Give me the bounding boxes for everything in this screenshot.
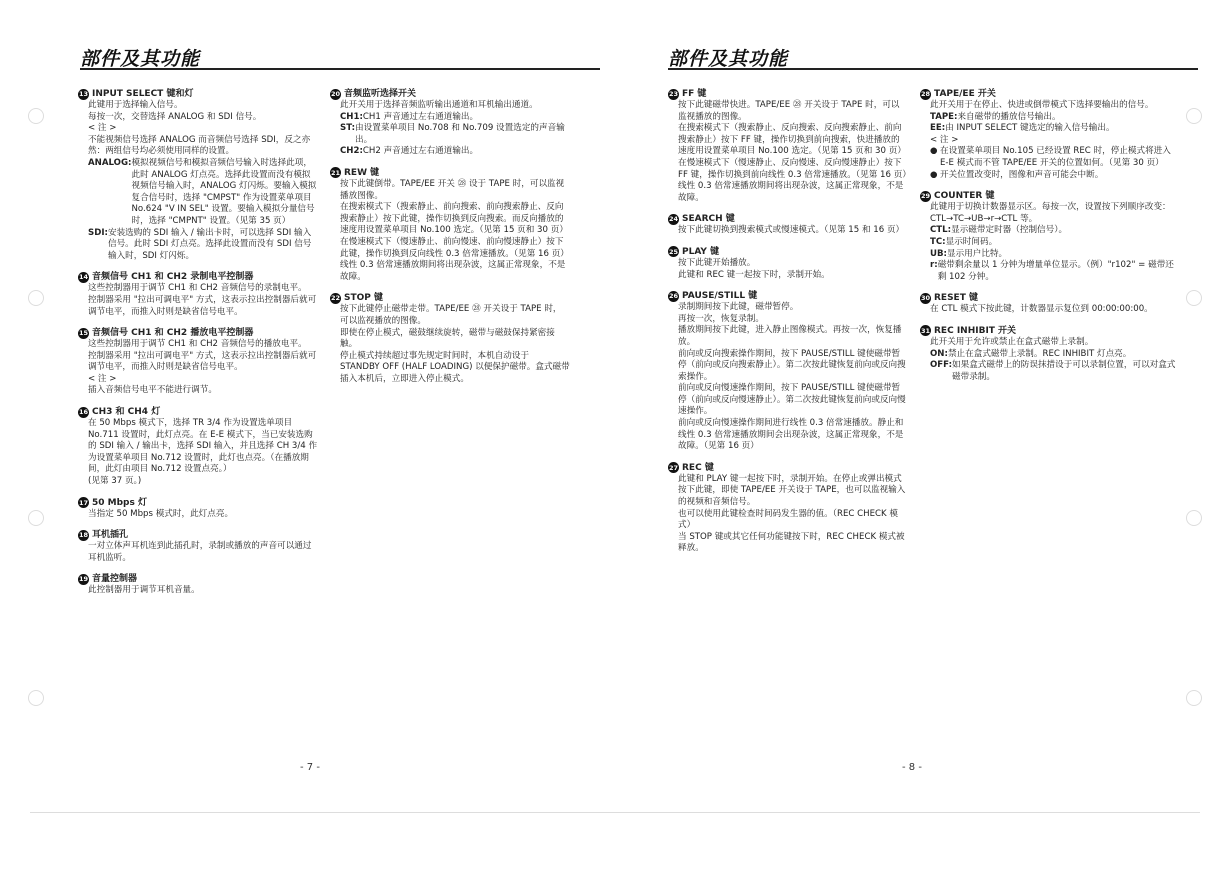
paragraph: 此键用于选择输入信号。 xyxy=(88,100,183,110)
section-heading xyxy=(920,292,1182,304)
item-number-badge: 20 xyxy=(330,90,341,98)
section-title: 50 Mbps 灯 xyxy=(92,497,147,508)
definition-term: ST: xyxy=(340,123,356,134)
section-heading xyxy=(78,271,318,283)
section-heading xyxy=(920,190,1182,202)
section xyxy=(78,406,318,488)
definition-term: EE: xyxy=(930,123,946,134)
section xyxy=(78,573,318,597)
definition-row xyxy=(930,237,1182,249)
paragraph: 在搜索模式下（搜索静止、反向搜索、反向搜索静止、前向搜索静止）按下 FF 键，操作切换到前向搜索，快进播放的速度用设置菜单项目 No.100 选定。（见第 15 页和 30 页） xyxy=(678,123,906,157)
right-column-1 xyxy=(668,88,911,564)
section-heading xyxy=(668,290,908,302)
paragraph: 此开关用于在停止、快进或倒带模式下选择要输出的信号。 xyxy=(930,100,1154,110)
paragraph: 控制器采用 "拉出可调电平" 方式，这表示拉出控制器后就可调节电平，而推入时则是缺省信号电平。 xyxy=(88,294,317,317)
definition-term: r: xyxy=(930,260,938,271)
definition-row xyxy=(930,349,1182,361)
definition-term: CTL: xyxy=(930,225,952,236)
item-number-badge: 17 xyxy=(78,498,89,507)
item-number-badge: 30 xyxy=(920,294,931,303)
section-title: FF 键 xyxy=(682,89,707,99)
definition-term: CH1: xyxy=(340,111,363,122)
binder-hole xyxy=(1186,690,1202,706)
definition-row xyxy=(930,123,1182,135)
section xyxy=(668,290,908,453)
definition-text: 如果盒式磁带上的防误抹措设于可以录制位置，可以对盒式磁带录制。 xyxy=(952,360,1176,382)
binder-hole xyxy=(1186,290,1202,306)
section-heading xyxy=(920,88,1182,100)
section-title: REW 键 xyxy=(344,167,380,178)
definition-text: 禁止在盒式磁带上录制。REC INHIBIT 灯点亮。 xyxy=(947,348,1132,359)
item-number-badge: 26 xyxy=(668,292,679,301)
definition-text: 显示磁带定时器（控制信号）。 xyxy=(951,225,1068,236)
paragraph: 在 CTL 模式下按此键，计数器显示复位到 00:00:00:00。 xyxy=(930,304,1153,315)
section-heading xyxy=(668,246,908,258)
definition-row xyxy=(340,146,570,158)
page-title: 部件及其功能 xyxy=(668,48,789,70)
definition-text: CH1 声音通过左右通道输出。 xyxy=(362,111,479,122)
right-page xyxy=(614,0,1228,869)
definition-text: 由设置菜单项目 No.708 和 No.709 设置选定的声音输出。 xyxy=(355,123,565,145)
section-heading xyxy=(78,327,318,339)
section xyxy=(330,167,570,283)
section xyxy=(920,190,1182,283)
paragraph: 再按一次，恢复录制。 xyxy=(678,313,764,324)
paragraph: 按下此键停止磁带走带。TAPE/EE ㉘ 开关设于 TAPE 时，可以监视播放的图像。 xyxy=(340,304,562,326)
item-number-badge: 22 xyxy=(330,294,341,303)
section-title: 音频监听选择开关 xyxy=(344,89,417,99)
paragraph: 录制期间按下此键，磁带暂停。 xyxy=(678,302,799,313)
section-title: RESET 键 xyxy=(934,293,978,304)
paragraph: 前向或反向慢速操作期间进行线性 0.3 倍常速播放。静止和线性 0.3 倍常速播放期间会出现杂波，这属正常现象，不是故障。（见第 16 页） xyxy=(678,418,904,452)
definition-text: CH2 声音通过左右通道输出。 xyxy=(362,146,479,157)
paragraph: 按下此键切换到搜索模式或慢速模式。（见第 15 和 16 页） xyxy=(678,225,905,236)
paragraph: 此键和 PLAY 键一起按下时，录制开始。在停止或弹出模式按下此键，即使 TAPE/EE 开关设于 TAPE，也可以监视输入的视频和音频信号。 xyxy=(678,473,906,508)
item-number-badge: 25 xyxy=(668,247,679,256)
paragraph: 此键和 REC 键一起按下时，录制开始。 xyxy=(678,269,830,280)
paragraph: 一对立体声耳机连到此插孔时，录制或播放的声音可以通过耳机监听。 xyxy=(88,541,312,563)
left-column-2 xyxy=(330,88,570,394)
paragraph: 当指定 50 Mbps 模式时，此灯点亮。 xyxy=(88,508,234,519)
bullet-icon: ● xyxy=(930,146,938,157)
section-heading xyxy=(330,292,570,304)
section-title: 耳机插孔 xyxy=(92,530,129,541)
section-heading xyxy=(78,88,318,100)
item-number-badge: 21 xyxy=(330,168,341,177)
section-title: COUNTER 键 xyxy=(934,191,995,202)
section xyxy=(78,529,318,564)
section xyxy=(920,88,1182,181)
paragraph: 当 STOP 键或其它任何功能键按下时，REC CHECK 模式被释放。 xyxy=(678,531,905,554)
section-title: REC INHIBIT 开关 xyxy=(934,325,1017,336)
bullet-item xyxy=(930,170,1182,182)
section-title: CH3 和 CH4 灯 xyxy=(92,407,161,418)
section-title: TAPE/EE 开关 xyxy=(934,89,996,99)
paragraph: (见第 37 页。) xyxy=(88,476,142,487)
section-title: STOP 键 xyxy=(344,293,384,304)
section-heading xyxy=(668,213,908,225)
item-number-badge: 31 xyxy=(920,326,931,335)
section-heading xyxy=(330,88,570,100)
item-number-badge: 16 xyxy=(78,408,89,417)
section xyxy=(78,271,318,318)
bottom-rule xyxy=(30,812,1200,813)
paragraph: 线性 0.3 倍常速播放期间将出现杂波，这属正常现象，不是故障。 xyxy=(340,260,566,282)
definition-term: ON: xyxy=(930,348,948,359)
section-heading xyxy=(78,497,318,509)
bullet-item xyxy=(930,146,1182,169)
item-number-badge: 27 xyxy=(668,463,679,472)
section xyxy=(920,325,1182,383)
bullet-text: 在设置菜单项目 No.105 已经设置 REC 时，停止模式将进入 E-E 模式而不管 TAPE/EE 开关的位置如何。（见第 30 页） xyxy=(940,146,1171,168)
right-column-2 xyxy=(920,88,1182,392)
item-number-badge: 15 xyxy=(78,329,89,338)
paragraph: < 注 > xyxy=(930,134,959,145)
section xyxy=(330,292,570,385)
paragraph: 停止模式持续超过事先规定时间时，本机自动设于 STANDBY OFF (HALF LOADING) 以便保护磁带。盒式磁带插入本机后，立即进入停止模式。 xyxy=(340,350,570,384)
section-heading xyxy=(78,529,318,541)
definition-row xyxy=(930,249,1182,261)
paragraph: 不能视频信号选择 ANALOG 而音频信号选择 SDI，反之亦然：两组信号均必须使用同样的设置。 xyxy=(88,134,311,157)
item-number-badge: 24 xyxy=(668,215,679,224)
paragraph: < 注 > xyxy=(88,123,117,134)
section-heading xyxy=(330,167,570,179)
binder-hole xyxy=(28,290,44,306)
section xyxy=(668,246,908,281)
section xyxy=(668,213,908,237)
section xyxy=(78,497,318,521)
paragraph: 也可以使用此键检查时间码发生器的值。（REC CHECK 模式） xyxy=(678,508,898,531)
paragraph: 在搜索模式下（搜索静止、前向搜索、前向搜索静止、反向搜索静止）按下此键，操作切换到反向搜索。而反向播放的速度用设置菜单项目 No.100 选定。（见第 15 页和 30 页） xyxy=(340,202,568,236)
section-title: PAUSE/STILL 键 xyxy=(682,291,758,302)
definition-term: TC: xyxy=(930,236,946,247)
definition-text: 安装选购的 SDI 输入 / 输出卡时，可以选择 SDI 输入信号。此时 SDI 灯点亮。选择此设置而没有 SDI 信号输入时，SDI 灯闪烁。 xyxy=(107,227,312,261)
definition-text: 显示时间码。 xyxy=(945,236,998,247)
section-title: PLAY 键 xyxy=(682,246,720,257)
definition-term: CH2: xyxy=(340,146,363,157)
paragraph: 播放期间按下此键，进入静止图像模式。再按一次，恢复播放。 xyxy=(678,325,902,347)
paragraph: 此键用于切换计数器显示区。每按一次，设置按下列顺序改变：CTL→TC→UB→r→CTL 等。 xyxy=(930,202,1171,224)
binder-hole xyxy=(28,510,44,526)
item-number-badge: 18 xyxy=(78,531,89,540)
definition-row xyxy=(930,225,1182,237)
page-title: 部件及其功能 xyxy=(80,48,201,70)
definition-term: ANALOG: xyxy=(88,157,132,168)
paragraph: 按下此键磁带快进。TAPE/EE ㉘ 开关设于 TAPE 时，可以监视播放的图像。 xyxy=(678,100,900,122)
definition-row xyxy=(930,360,1182,383)
paragraph: 按下此键开始播放。 xyxy=(678,257,756,268)
section-heading xyxy=(920,325,1182,337)
section xyxy=(78,88,318,262)
paragraph: 即使在停止模式，磁鼓继续旋转，磁带与磁鼓保持紧密接触。 xyxy=(340,327,555,350)
item-number-badge: 29 xyxy=(920,192,931,201)
paragraph: 控制器采用 "拉出可调电平" 方式，这表示拉出控制器后就可调节电平，而推入时则是缺省信号电平。 xyxy=(88,350,317,373)
paragraph: 这些控制器用于调节 CH1 和 CH2 音频信号的录制电平。 xyxy=(88,283,307,294)
section-heading xyxy=(668,88,908,100)
left-column-1 xyxy=(78,88,318,606)
definition-term: UB: xyxy=(930,248,947,259)
definition-row xyxy=(930,112,1182,124)
section-title: REC 键 xyxy=(682,462,714,473)
header-rule xyxy=(668,68,1198,70)
paragraph: 按下此键倒带。TAPE/EE 开关 ㉘ 设于 TAPE 时，可以监视播放图像。 xyxy=(340,178,565,201)
paragraph: 在 50 Mbps 模式下，选择 TR 3/4 作为设置选单项目 No.711 设置时，此灯点亮。在 E-E 模式下，当已安装选购的 SDI 输入 / 输出卡，选择 SDI 输入，并且选择 CH 3/4 作为设置菜单项目 No.712 设置时，此灯也点亮。（在播放期间，此灯由项目 No.712 设置点亮。） xyxy=(88,418,318,475)
binder-hole xyxy=(1186,108,1202,124)
paragraph: 插入音频信号电平不能进行调节。 xyxy=(88,385,217,396)
item-number-badge: 19 xyxy=(78,575,89,584)
paragraph: 前向或反向慢速操作期间，按下 PAUSE/STILL 键使磁带暂停（前向或反向慢速静止）。第二次按此键恢复前向或反向慢速操作。 xyxy=(678,383,906,417)
page-number: - 8 - xyxy=(902,762,922,773)
definition-text: 模拟视频信号和模拟音频信号输入时选择此项，此时 ANALOG 灯点亮。选择此设置而没有模拟视频信号输入时，ANALOG 灯闪烁。要输入模拟复合信号时，选择 "CMPST" 作为设置菜单项目 No.624 "V IN SEL" 设置。要输入模拟分量信号时，选择 "CMPNT" 设置。（见第 35 页） xyxy=(131,157,317,226)
header-rule xyxy=(80,68,600,70)
binder-hole xyxy=(1186,510,1202,526)
bullet-text: 开关位置改变时，图像和声音可能会中断。 xyxy=(940,169,1104,180)
definition-row xyxy=(340,112,570,124)
paragraph: 此控制器用于调节耳机音量。 xyxy=(88,585,200,596)
paragraph: 每按一次，交替选择 ANALOG 和 SDI 信号。 xyxy=(88,111,262,122)
section-heading xyxy=(78,573,318,585)
paragraph: 此开关用于选择音频监听输出通道和耳机输出通道。 xyxy=(340,100,538,110)
paragraph: 此开关用于允许或禁止在盒式磁带上录制。 xyxy=(930,336,1094,347)
definition-row xyxy=(340,123,570,146)
definition-term: TAPE: xyxy=(930,111,958,122)
definition-term: SDI: xyxy=(88,227,108,238)
paragraph: 在慢速模式下（慢速静止、反向慢速、反向慢速静止）按下 FF 键，操作切换到前向线性 0.3 倍常速播放。（见第 16 页） xyxy=(678,157,911,180)
section-title: 音频信号 CH1 和 CH2 录制电平控制器 xyxy=(92,272,254,283)
definition-term: OFF: xyxy=(930,360,953,371)
paragraph: 前向或反向搜索操作期间，按下 PAUSE/STILL 键使磁带暂停（前向或反向搜索静止）。第二次按此键恢复前向或反向搜索操作。 xyxy=(678,348,906,382)
section-title: 音量控制器 xyxy=(92,574,138,585)
definition-text: 磁带剩余量以 1 分钟为增量单位显示。（例）"r102" = 磁带还剩 102 分钟。 xyxy=(937,260,1174,282)
section xyxy=(920,292,1182,316)
section xyxy=(668,462,908,555)
section-title: 音频信号 CH1 和 CH2 播放电平控制器 xyxy=(92,328,254,339)
paragraph: 线性 0.3 倍常速播放期间将出现杂波，这属正常现象，不是故障。 xyxy=(678,181,904,203)
section-heading xyxy=(78,406,318,418)
paragraph: 在慢速模式下（慢速静止、前向慢速、前向慢速静止）按下此键，操作切换到反向线性 0.3 倍常速播放。（见第 16 页） xyxy=(340,236,569,259)
definition-row xyxy=(88,158,318,228)
section-title: INPUT SELECT 键和灯 xyxy=(92,89,194,99)
definition-row xyxy=(930,260,1182,283)
paragraph: < 注 > xyxy=(88,373,117,384)
page-number: - 7 - xyxy=(300,762,320,773)
item-number-badge: 28 xyxy=(920,90,931,98)
bullet-icon: ● xyxy=(930,169,938,180)
section xyxy=(330,88,570,158)
item-number-badge: 14 xyxy=(78,273,89,282)
paragraph: 这些控制器用于调节 CH1 和 CH2 音频信号的播放电平。 xyxy=(88,339,307,350)
section xyxy=(668,88,911,204)
binder-hole xyxy=(28,108,44,124)
definition-row xyxy=(88,228,318,263)
section xyxy=(78,327,318,397)
definition-text: 来自磁带的播放信号输出。 xyxy=(957,111,1061,122)
item-number-badge: 23 xyxy=(668,90,679,98)
section-heading xyxy=(668,462,908,474)
definition-text: 显示用户比特。 xyxy=(946,248,1008,259)
item-number-badge: 13 xyxy=(78,90,89,98)
section-title: SEARCH 键 xyxy=(682,214,735,225)
definition-text: 由 INPUT SELECT 键选定的输入信号输出。 xyxy=(945,123,1115,134)
binder-hole xyxy=(28,690,44,706)
